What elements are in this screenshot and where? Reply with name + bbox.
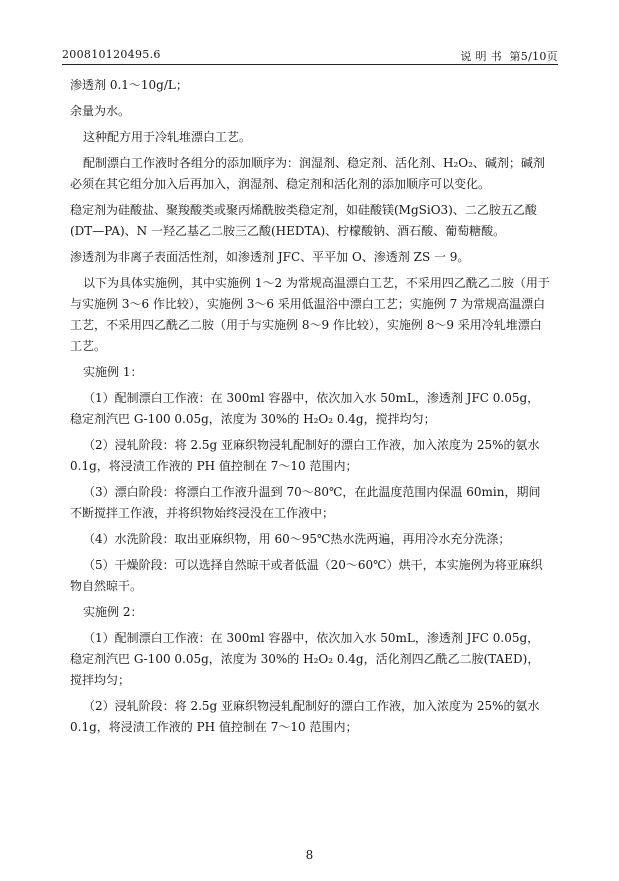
paragraph: （3）漂白阶段：将漂白工作液升温到 70～80℃，在此温度范围内保温 60min，期间不断搅拌工作液，并将织物始终浸没在工作液中； <box>70 485 541 520</box>
paragraph: （1）配制漂白工作液：在 300ml 容器中，依次加入水 50mL，渗透剂 JFC 0.05g，稳定剂汽巴 G-100 0.05g，浓度为 30%的 H₂O₂ 0.4g，活化剂四乙酰乙二胺(TAED)，搅拌均匀； <box>70 631 540 687</box>
page-indicator: 第5/10页 <box>509 50 558 63</box>
paragraph: （2）浸轧阶段：将 2.5g 亚麻织物浸轧配制好的漂白工作液，加入浓度为 25%的氨水 0.1g，将浸渍工作液的 PH 值控制在 7～10 范围内； <box>70 699 540 734</box>
section-heading: 实施例 1： <box>83 365 143 379</box>
paragraph: 配制漂白工作液时各组分的添加顺序为：润湿剂、稳定剂、活化剂、H₂O₂、碱剂；碱剂必须在其它组分加入后再加入，润湿剂、稳定剂和活化剂的添加顺序可以变化。 <box>70 156 545 191</box>
paragraph: （1）配制漂白工作液：在 300ml 容器中，依次加入水 50mL，渗透剂 JFC 0.05g，稳定剂汽巴 G-100 0.05g，浓度为 30%的 H₂O₂ 0.4g，搅拌均匀； <box>70 391 540 426</box>
document-type-label: 说 明 书 <box>460 50 502 63</box>
paragraph: （5）干燥阶段：可以选择自然晾干或者低温（20～60℃）烘干，本实施例为将亚麻织物自然晾干。 <box>70 558 543 593</box>
paragraph: 以下为具体实施例，其中实施例 1～2 为常规高温漂白工艺，不采用四乙酰乙二胺（用于与实施例 3～6 作比较），实施例 3～6 采用低温浴中漂白工艺；实施例 7 为常规高温漂白工艺，不采用四乙酰乙二胺（用于与实施例 8～9 作比较），实施例 8～9 采用冷轧堆漂白工艺。 <box>70 276 550 353</box>
patent-application-number: 200810120495.6 <box>62 48 161 61</box>
page-number: 8 <box>305 848 314 862</box>
paragraph: （4）水洗阶段：取出亚麻织物，用 60～95℃热水洗两遍，再用冷水充分洗涤； <box>83 532 511 546</box>
paragraph: 稳定剂为硅酸盐、聚羧酸类或聚丙烯酰胺类稳定剂，如硅酸镁(MgSiO3)、二乙胺五乙酸(DT—PA)、N 一羟乙基乙二胺三乙酸(HEDTA)、柠檬酸钠、酒石酸、葡萄糖酸。 <box>70 203 537 238</box>
paragraph: 这种配方用于冷轧堆漂白工艺。 <box>83 130 252 144</box>
page-header <box>62 44 558 64</box>
section-heading: 实施例 2： <box>83 605 143 619</box>
header-rule <box>62 64 558 65</box>
document-body <box>70 75 550 738</box>
paragraph: （2）浸轧阶段：将 2.5g 亚麻织物浸轧配制好的漂白工作液，加入浓度为 25%的氨水 0.1g，将浸渍工作液的 PH 值控制在 7～10 范围内； <box>70 438 540 473</box>
paragraph: 渗透剂为非离子表面活性剂，如渗透剂 JFC、平平加 O、渗透剂 ZS 一 9。 <box>70 250 470 264</box>
paragraph: 余量为水。 <box>70 104 131 118</box>
paragraph: 渗透剂 0.1～10g/L； <box>70 78 188 92</box>
